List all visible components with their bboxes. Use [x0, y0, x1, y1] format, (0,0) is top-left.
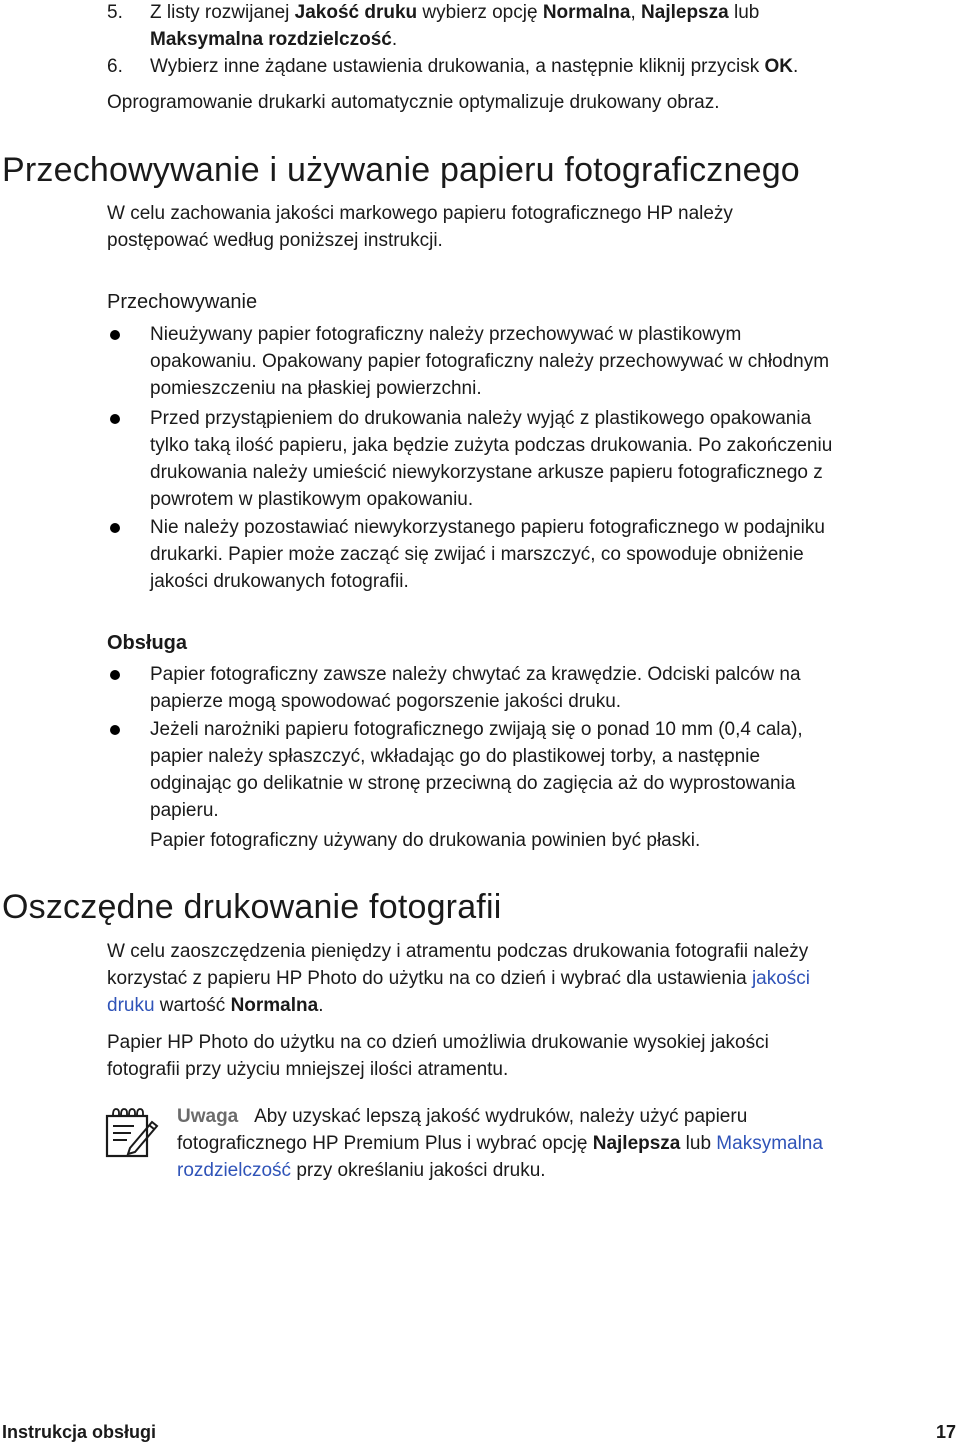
step-5-text: wybierz opcję: [417, 2, 543, 23]
handling-item-2-line-2: papier należy spłaszczyć, wkładając go do plastikowej torby, a następnie: [150, 746, 761, 767]
section-2-para-1-line-2: [107, 965, 810, 992]
normal-option: Normalna: [230, 995, 319, 1016]
section-heading-storage-handling: Przechowywanie i używanie papieru fotograficznego: [2, 151, 800, 189]
steps-conclusion: Oprogramowanie drukarki automatycznie optymalizuje drukowany obraz.: [107, 92, 720, 113]
bullet-icon: [110, 670, 120, 680]
storage-item-3-line-3: jakości drukowanych fotografii.: [150, 571, 409, 592]
section-heading-economical-printing: Oszczędne drukowanie fotografii: [2, 888, 502, 926]
bullet-icon: [110, 414, 120, 424]
note-line-3: [177, 1157, 546, 1184]
bullet-icon: [110, 725, 120, 735]
note-line-1: [177, 1103, 747, 1130]
section-2-para-2-line-1: Papier HP Photo do użytku na co dzień umożliwia drukowanie wysokiej jakości: [107, 1032, 769, 1053]
section-1-intro-line-1: W celu zachowania jakości markowego papieru fotograficznego HP należy: [107, 203, 733, 224]
handling-extra-note: Papier fotograficzny używany do drukowania powinien być płaski.: [150, 830, 701, 851]
best-option: Najlepsza: [641, 2, 729, 23]
note-label: Uwaga: [177, 1106, 239, 1127]
best-option: Najlepsza: [592, 1133, 681, 1154]
storage-item-2-line-1: Przed przystąpieniem do drukowania należy wyjąć z plastikowego opakowania: [150, 408, 812, 429]
section-1-intro-line-2: postępować według poniższej instrukcji.: [107, 230, 443, 251]
storage-item-1-line-2: opakowaniu. Opakowany papier fotograficzny należy przechowywać w chłodnym: [150, 351, 830, 372]
section-2-para-1-line-3: [107, 992, 323, 1019]
step-6-line: [150, 53, 798, 80]
step-6-text: .: [792, 56, 799, 77]
normal-option: Normalna: [542, 2, 631, 23]
handling-item-1-line-2: papierze mogą spowodować pogorszenie jakości druku.: [150, 691, 622, 712]
note-text: Aby uzyskać lepszą jakość wydruków, należy użyć papieru: [254, 1106, 748, 1127]
storage-item-1-line-3: pomieszczeniu na płaskiej powierzchni.: [150, 378, 482, 399]
step-5-line-2: [150, 26, 397, 53]
quality-option-name: Jakość druku: [294, 2, 418, 23]
step-5-number: 5.: [107, 2, 123, 23]
step-5-line-1: [150, 0, 759, 26]
max-dpi-option: Maksymalna rozdzielczość: [150, 29, 392, 50]
step-5-text: .: [391, 29, 398, 50]
note-pencil-icon: [104, 1106, 160, 1160]
storage-item-3-line-1: Nie należy pozostawiać niewykorzystanego papieru fotograficznego w podajniku: [150, 517, 825, 538]
bullet-icon: [110, 523, 120, 533]
step-5-text: Z listy rozwijanej: [150, 2, 295, 23]
storage-item-2-line-2: tylko taką ilość papieru, jaka będzie zużyta podczas drukowania. Po zakończeniu: [150, 435, 833, 456]
note-text: lub: [680, 1133, 717, 1154]
subheading-handling: Obsługa: [107, 632, 188, 654]
para-text: wartość: [154, 995, 231, 1016]
handling-item-2-line-4: papieru.: [150, 800, 219, 821]
quality-link[interactable]: jakości: [751, 968, 811, 989]
step-6-text: Wybierz inne żądane ustawienia drukowania, a następnie kliknij przycisk: [150, 56, 765, 77]
section-2-para-2-line-2: fotografii przy użyciu mniejszej ilości atramentu.: [107, 1059, 509, 1080]
max-dpi-link[interactable]: Maksymalna: [716, 1133, 823, 1154]
footer-page-number: 17: [935, 1422, 956, 1442]
storage-item-3-line-2: drukarki. Papier może zacząć się zwijać i marszczyć, co spowoduje obniżenie: [150, 544, 804, 565]
step-6-number: 6.: [107, 56, 123, 77]
note-text: fotograficznego HP Premium Plus i wybrać opcję: [177, 1133, 593, 1154]
para-text: .: [318, 995, 324, 1016]
footer-manual-title: Instrukcja obsługi: [2, 1422, 157, 1442]
note-text: przy określaniu jakości druku.: [291, 1160, 546, 1181]
max-dpi-link[interactable]: rozdzielczość: [177, 1160, 292, 1181]
storage-item-2-line-3: drukowania należy umieścić niewykorzystane arkusze papieru fotograficznego z: [150, 462, 823, 483]
step-5-text: lub: [728, 2, 760, 23]
step-5-text: ,: [630, 2, 642, 23]
para-text: korzystać z papieru HP Photo do użytku na co dzień i wybrać dla ustawienia: [107, 968, 752, 989]
storage-item-2-line-4: powrotem w plastikowym opakowaniu.: [150, 489, 474, 510]
handling-item-2-line-1: Jeżeli narożniki papieru fotograficznego zwijają się o ponad 10 mm (0,4 cala),: [150, 719, 803, 740]
quality-link[interactable]: druku: [107, 995, 155, 1016]
bullet-icon: [110, 330, 120, 340]
handling-item-1-line-1: Papier fotograficzny zawsze należy chwytać za krawędzie. Odciski palców na: [150, 664, 801, 685]
subheading-storage: Przechowywanie: [107, 291, 258, 313]
note-line-2: [177, 1130, 823, 1157]
ok-button-name: OK: [764, 56, 793, 77]
section-2-para-1-line-1: W celu zaoszczędzenia pieniędzy i atramentu podczas drukowania fotografii należy: [107, 941, 809, 962]
storage-item-1-line-1: Nieużywany papier fotograficzny należy przechowywać w plastikowym: [150, 324, 742, 345]
handling-item-2-line-3: odginając go delikatnie w stronę przeciwną do zagięcia aż do wyprostowania: [150, 773, 796, 794]
